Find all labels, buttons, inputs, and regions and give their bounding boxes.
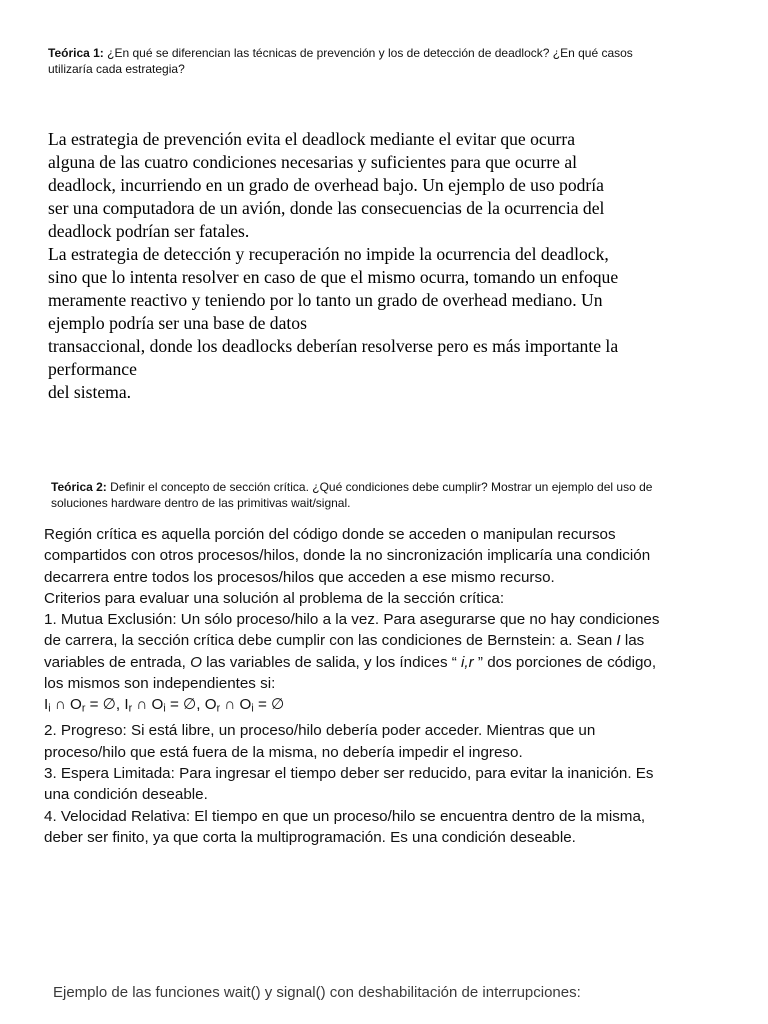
- separator: ,: [115, 696, 125, 714]
- set-subscript: i: [251, 703, 254, 716]
- set-symbol: I: [44, 696, 49, 714]
- set-term: [204, 696, 285, 716]
- answer-2-text: las variables de salida, y los índices “: [201, 653, 462, 671]
- set-subscript: i: [48, 703, 51, 716]
- input-variable-symbol: I: [616, 632, 621, 650]
- set-subscript: i: [163, 703, 166, 716]
- intersection-symbol: ∩: [136, 696, 148, 714]
- equals-empty-set: = ∅: [253, 696, 285, 714]
- set-symbol: O: [70, 696, 82, 714]
- answer-2-line: 1. Mutua Exclusión: Un sólo proceso/hilo a la vez. Para asegurarse que no hay condiciones: [44, 611, 660, 629]
- set-symbol: O: [239, 696, 252, 714]
- answer-2-text: ” dos porciones de código,: [473, 653, 657, 671]
- answer-2-line: proceso/hilo que está fuera de la misma, no debería impedir el ingreso.: [44, 743, 523, 761]
- intersection-symbol: ∩: [224, 696, 236, 714]
- answer-2-line: deber ser finito, ya que corta la multiprogramación. Es una condición deseable.: [44, 828, 576, 846]
- equals-empty-set: = ∅: [165, 696, 197, 714]
- answer-2-text: de carrera, la sección crítica debe cumplir con las condiciones de Bernstein: a. Sean: [44, 632, 617, 650]
- answer-1-line: sino que lo intenta resolver en caso de que el mismo ocurra, tomando un enfoque: [48, 267, 619, 287]
- question-2-line-2: soluciones hardware dentro de las primitivas wait/signal.: [51, 495, 351, 510]
- answer-2-line: compartidos con otros procesos/hilos, donde la no sincronización implicaría una condición: [44, 547, 651, 565]
- answer-1-line: ser una computadora de un avión, donde las consecuencias de la ocurrencia del: [48, 198, 605, 218]
- set-subscript: r: [128, 703, 133, 716]
- answer-2-line: decarrera entre todos los procesos/hilos que acceden a ese mismo recurso.: [44, 568, 555, 586]
- answer-1-line: La estrategia de prevención evita el deadlock mediante el evitar que ocurra: [48, 129, 576, 149]
- answer-1-line: ejemplo podría ser una base de datos: [48, 313, 307, 333]
- answer-1-line: La estrategia de detección y recuperación no impide la ocurrencia del deadlock,: [48, 244, 609, 264]
- answer-2-line: Criterios para evaluar una solución al problema de la sección crítica:: [44, 589, 505, 607]
- answer-2-line: 4. Velocidad Relativa: El tiempo en que un proceso/hilo se encuentra dentro de la misma,: [44, 807, 646, 825]
- question-1-label: Teórica 1:: [48, 46, 104, 60]
- set-symbol: I: [124, 696, 129, 714]
- bernstein-conditions: [44, 694, 734, 720]
- question-2: [51, 480, 741, 511]
- answer-1-line: meramente reactivo y teniendo por lo tanto un grado de overhead mediano. Un: [48, 290, 603, 310]
- question-2-text: Definir el concepto de sección crítica. ¿Qué condiciones debe cumplir? Mostrar un ejemplo del uso de: [106, 480, 653, 494]
- answer-1-line: performance: [48, 359, 137, 379]
- set-symbol: O: [151, 696, 164, 714]
- answer-2-text: variables de entrada,: [44, 653, 191, 671]
- answer-2-line: [44, 652, 734, 673]
- answer-1-line: del sistema.: [48, 382, 132, 402]
- answer-1-line: alguna de las cuatro condiciones necesarias y suficientes para que ocurre al: [48, 152, 578, 172]
- answer-2-text: las: [620, 632, 645, 650]
- answer-2-line: Región crítica es aquella porción del código donde se acceden o manipulan recursos: [44, 526, 616, 543]
- answer-2-line: los mismos son independientes si:: [44, 675, 276, 693]
- answer-1: [48, 128, 728, 404]
- index-symbols: i,r: [461, 653, 474, 671]
- answer-1-line: deadlock, incurriendo en un grado de overhead bajo. Un ejemplo de uso podría: [48, 175, 604, 195]
- answer-2-line: una condición deseable.: [44, 786, 208, 804]
- set-term: [44, 696, 125, 716]
- question-1-text: ¿En qué se diferencian las técnicas de prevención y los de detección de deadlock? ¿En qué casos: [103, 46, 633, 60]
- intersection-symbol: ∩: [54, 696, 66, 714]
- set-subscript: r: [81, 703, 86, 716]
- question-2-label: Teórica 2:: [51, 480, 107, 494]
- question-1: [48, 46, 728, 77]
- separator: ,: [196, 696, 205, 714]
- answer-2-line: 3. Espera Limitada: Para ingresar el tiempo deber ser reducido, para evitar la inanición. Es: [44, 764, 654, 782]
- equals-empty-set: = ∅: [85, 696, 116, 714]
- set-subscript: r: [216, 703, 221, 716]
- set-symbol: O: [204, 696, 217, 714]
- set-term: [124, 696, 205, 716]
- question-2-line-1: [51, 480, 741, 496]
- wait-signal-example-heading: Ejemplo de las funciones wait() y signal() con deshabilitación de interrupciones:: [53, 984, 581, 1001]
- answer-2: [44, 524, 734, 848]
- answer-2-line: [44, 630, 734, 651]
- question-1-line-2: utilizaría cada estrategia?: [48, 61, 185, 76]
- question-1-line-1: [48, 46, 728, 62]
- answer-1-line: deadlock podrían ser fatales.: [48, 221, 250, 241]
- output-variable-symbol: O: [190, 653, 202, 671]
- answer-2-line: 2. Progreso: Si está libre, un proceso/hilo debería poder acceder. Mientras que un: [44, 722, 596, 740]
- answer-1-line: transaccional, donde los deadlocks deberían resolverse pero es más importante la: [48, 336, 619, 356]
